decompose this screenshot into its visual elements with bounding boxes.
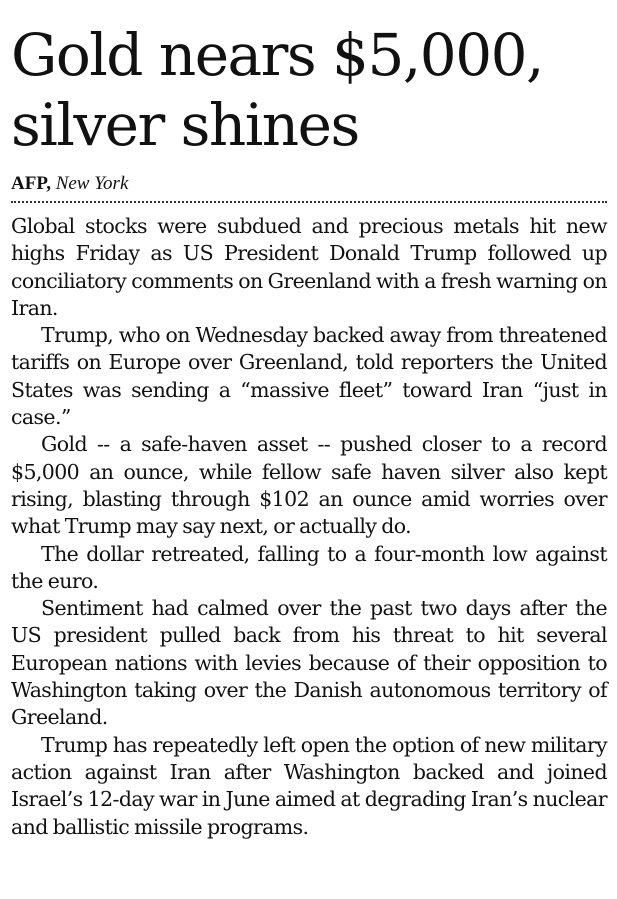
paragraph-5: Sentiment had calmed over the past two days after the US president pulled back from his threat to hit several European nations with levies because of their opposition to Washington taking over the Danish autonomous territory of Greeland. — [11, 596, 607, 730]
article-body — [11, 213, 607, 841]
news-article — [11, 0, 607, 841]
paragraph-4: The dollar retreated, falling to a four-month low against the euro. — [11, 541, 607, 593]
paragraph-2: Trump, who on Wednesday backed away from threatened tariffs on Europe over Greenland, told reporters the United States was sending a “massive fleet” toward Iran “just in case.” — [11, 323, 607, 430]
paragraph-3: Gold -- a safe-haven asset -- pushed closer to a record $5,000 an ounce, while fellow safe haven silver also kept rising, blasting through $102 an ounce amid worries over what Trump may say next, or actually do. — [11, 432, 607, 539]
paragraph-1: Global stocks were subdued and precious metals hit new highs Friday as US President Donald Trump followed up conciliatory comments on Greenland with a fresh warning on Iran. — [11, 214, 607, 320]
headline — [11, 20, 607, 160]
byline-location: New York — [55, 173, 129, 194]
paragraph-6: Trump has repeatedly left open the option of new military action against Iran after Washington backed and joined Israel’s 12-day war in June aimed at degrading Iran’s nuclear and ballistic missile programs. — [11, 732, 607, 839]
headline-line-2: silver shines — [11, 91, 359, 159]
byline — [11, 173, 607, 195]
dotted-divider — [11, 201, 607, 203]
headline-line-1: Gold nears $5,000, — [11, 21, 543, 89]
byline-agency: AFP, — [11, 173, 51, 194]
